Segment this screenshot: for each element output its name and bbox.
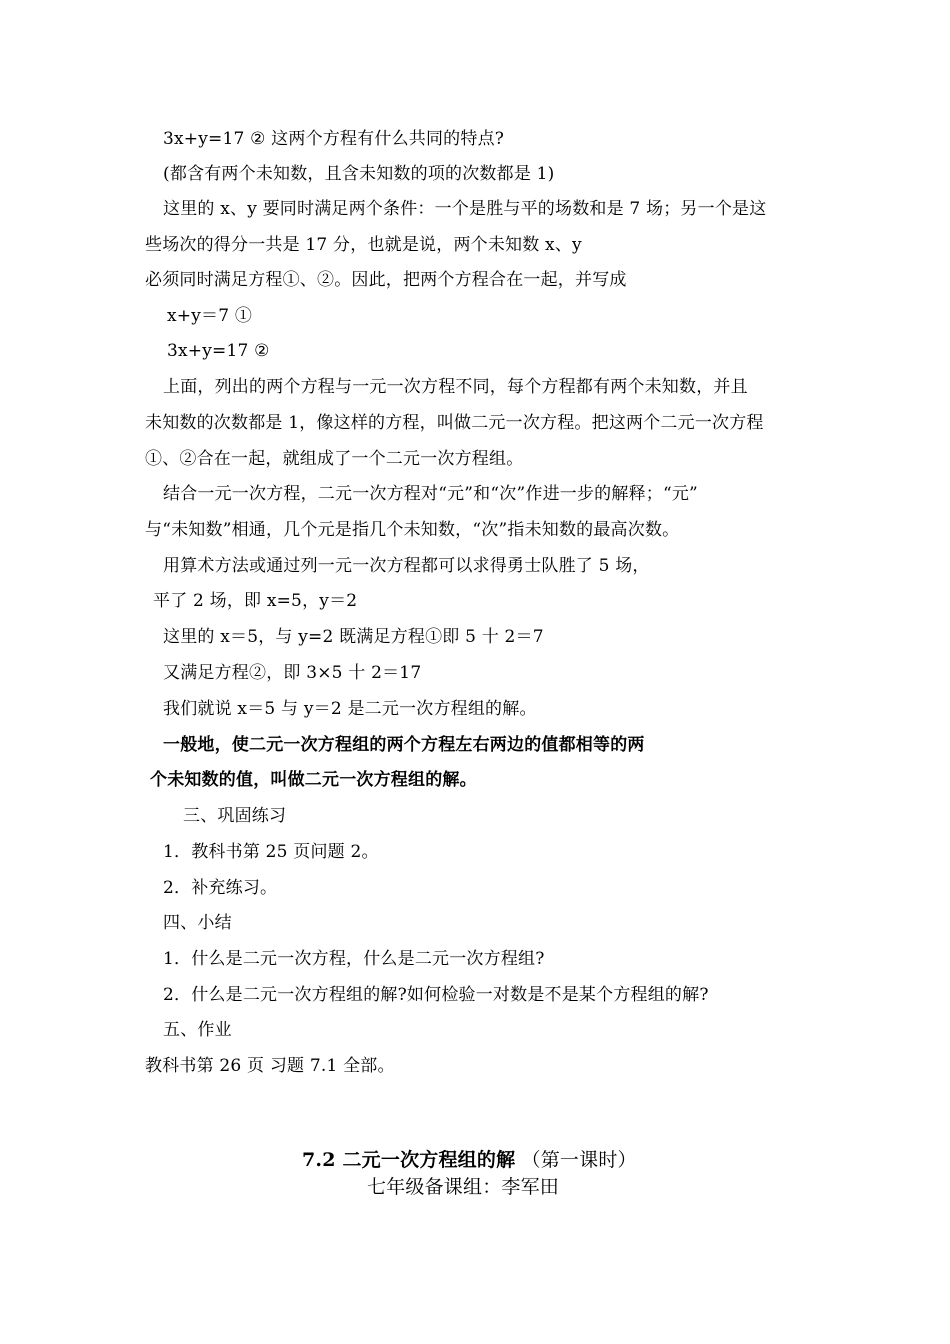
list-item: 1．什么是二元一次方程，什么是二元一次方程组?: [163, 949, 545, 969]
paragraph-line: 这里的 x、y 要同时满足两个条件：一个是胜与平的场数和是 7 场；另一个是这: [163, 199, 767, 219]
paragraph-line: 未知数的次数都是 1，像这样的方程，叫做二元一次方程。把这两个二元一次方程: [145, 413, 764, 433]
definition-line: 个未知数的值，叫做二元一次方程组的解。: [150, 770, 477, 790]
paragraph-line: 平了 2 场，即 x=5，y＝2: [153, 591, 358, 611]
section-heading-summary: 四、小结: [163, 913, 232, 933]
lesson-title-text: 7.2 二元一次方程组的解: [302, 1149, 516, 1171]
list-item: 2．补充练习。: [163, 878, 278, 898]
list-item: 1．教科书第 25 页问题 2。: [163, 842, 379, 862]
paragraph-line: ①、②合在一起，就组成了一个二元一次方程组。: [145, 449, 524, 469]
paragraph-line: 我们就说 x＝5 与 y＝2 是二元一次方程组的解。: [163, 699, 537, 719]
list-item: 2．什么是二元一次方程组的解?如何检验一对数是不是某个方程组的解?: [163, 985, 709, 1005]
lesson-author: 七年级备课组：李军田: [367, 1176, 560, 1198]
paragraph-line: 又满足方程②，即 3×5 十 2＝17: [163, 663, 422, 683]
lesson-title: [302, 1148, 637, 1172]
definition-line: 一般地，使二元一次方程组的两个方程左右两边的值都相等的两: [163, 735, 645, 755]
paragraph-line: 与“未知数”相通，几个元是指几个未知数，“次”指未知数的最高次数。: [145, 520, 680, 540]
homework-line: 教科书第 26 页 习题 7.1 全部。: [145, 1056, 395, 1076]
section-heading-homework: 五、作业: [163, 1020, 232, 1040]
answer-line: (都含有两个未知数，且含未知数的项的次数都是 1): [163, 164, 555, 184]
paragraph-line: 这里的 x＝5，与 y=2 既满足方程①即 5 十 2＝7: [163, 627, 544, 647]
equation-2: 3x+y=17 ②: [167, 341, 270, 361]
section-heading-practice: 三、巩固练习: [183, 806, 287, 826]
equation-1: x+y＝7 ①: [167, 306, 253, 326]
lesson-session: （第一课时）: [515, 1149, 637, 1171]
paragraph-line: 些场次的得分一共是 17 分，也就是说，两个未知数 x、y: [145, 235, 582, 255]
equation-line-2-question: 3x+y=17 ② 这两个方程有什么共同的特点?: [163, 129, 505, 149]
paragraph-line: 用算术方法或通过列一元一次方程都可以求得勇士队胜了 5 场，: [163, 556, 650, 576]
paragraph-line: 上面，列出的两个方程与一元一次方程不同，每个方程都有两个未知数，并且: [163, 377, 748, 397]
paragraph-line: 结合一元一次方程，二元一次方程对“元”和“次”作进一步的解释；“元”: [163, 484, 698, 504]
paragraph-line: 必须同时满足方程①、②。因此，把两个方程合在一起，并写成: [145, 270, 627, 290]
